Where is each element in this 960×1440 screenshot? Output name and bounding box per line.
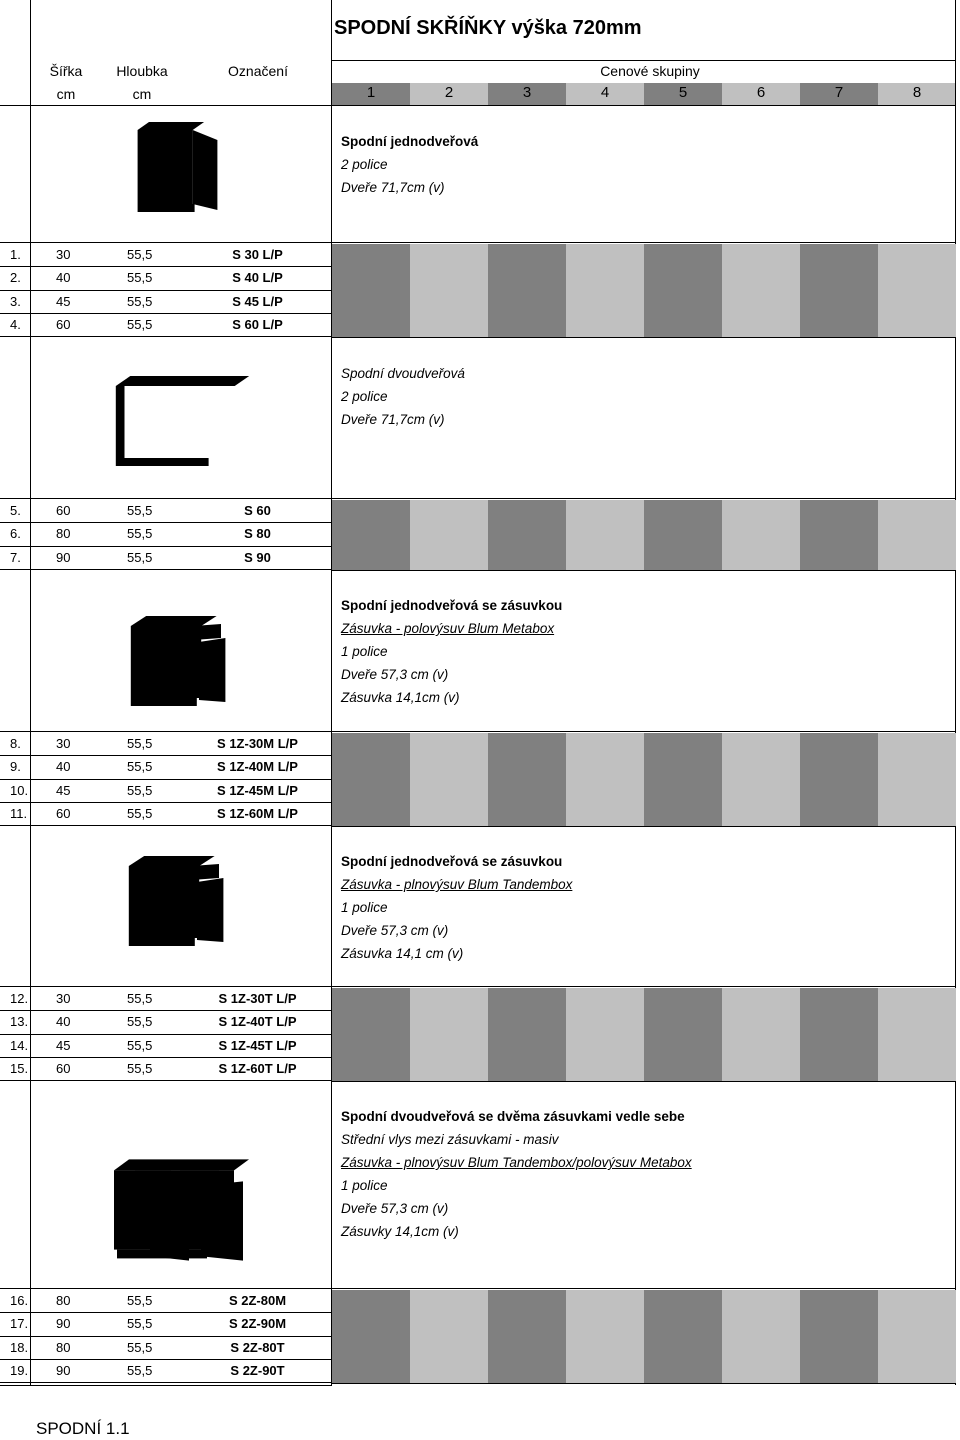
description-line: Zásuvka - plnovýsuv Blum Tandembox/polovýsuv Metabox	[341, 1155, 692, 1170]
price-group-column	[332, 733, 410, 826]
price-group-number: 5	[678, 84, 688, 101]
row-number: 10.	[10, 782, 29, 798]
price-group-column	[644, 1290, 722, 1383]
description-line: 1 police	[341, 900, 388, 915]
price-group-column	[488, 244, 566, 337]
price-group-column	[800, 244, 878, 337]
price-group-column	[722, 244, 800, 337]
row-width: 45	[56, 782, 71, 798]
section-description	[341, 362, 465, 431]
price-group-column	[644, 988, 722, 1081]
price-group-column	[566, 1290, 644, 1383]
row-width: 45	[56, 1037, 71, 1053]
row-width: 90	[56, 1316, 71, 1332]
price-group-column	[722, 500, 800, 570]
description-line: Dveře 71,7cm (v)	[341, 180, 445, 195]
row-number: 2.	[10, 270, 21, 286]
row-number: 14.	[10, 1037, 29, 1053]
table-row-line	[0, 802, 332, 803]
header-depth: Hloubka	[116, 63, 168, 79]
row-depth: 55,5	[127, 805, 153, 821]
section-bottom-line	[331, 337, 956, 338]
description-line: Spodní dvoudveřová se dvěma zásuvkami vedle sebe	[341, 1109, 685, 1124]
row-number: 17.	[10, 1316, 29, 1332]
description-line: 2 police	[341, 389, 388, 404]
row-width: 80	[56, 526, 71, 542]
row-width: 30	[56, 991, 71, 1006]
row-number: 4.	[10, 316, 21, 332]
price-group-column	[644, 244, 722, 337]
row-depth: 55,5	[127, 1316, 153, 1332]
row-code: S 90	[244, 549, 271, 565]
price-group-number: 8	[912, 84, 922, 101]
section-description	[341, 594, 562, 709]
price-group-column	[722, 1290, 800, 1383]
row-number: 8.	[10, 736, 21, 751]
description-line: Spodní jednodveřová se zásuvkou	[341, 854, 563, 869]
row-depth: 55,5	[127, 759, 153, 775]
row-depth: 55,5	[127, 1362, 153, 1378]
table-row-line	[0, 1034, 332, 1035]
row-number: 1.	[10, 247, 21, 262]
header-width-unit: cm	[56, 86, 76, 102]
two-drawer-double-door-cabinet-icon	[105, 1155, 255, 1270]
price-group-column	[800, 733, 878, 826]
row-depth: 55,5	[127, 1339, 153, 1355]
price-group-number: 1	[366, 84, 376, 101]
table-row-line	[0, 266, 332, 267]
price-group-column	[488, 1290, 566, 1383]
price-group-number: 7	[834, 84, 844, 101]
price-group-column	[644, 500, 722, 570]
row-number: 13.	[10, 1014, 29, 1030]
price-group-column	[410, 1290, 488, 1383]
table-bottom-line	[0, 1385, 332, 1386]
row-width: 60	[56, 316, 71, 332]
row-code: S 1Z-45M L/P	[217, 782, 298, 798]
row-depth: 55,5	[127, 549, 153, 565]
table-row-line	[0, 1080, 332, 1081]
row-code: S 60 L/P	[232, 316, 283, 332]
row-code: S 45 L/P	[232, 293, 283, 309]
section-description	[341, 1105, 692, 1243]
price-group-column	[410, 733, 488, 826]
row-number: 12.	[10, 991, 29, 1006]
description-line: Zásuvka 14,1cm (v)	[341, 690, 460, 705]
price-group-column	[878, 1290, 956, 1383]
price-group-column	[878, 733, 956, 826]
row-code: S 60	[244, 503, 271, 518]
price-group-column	[332, 988, 410, 1081]
price-group-number: 3	[522, 84, 532, 101]
description-line: Zásuvka - plnovýsuv Blum Tandembox	[341, 877, 573, 892]
price-group-column	[878, 500, 956, 570]
row-width: 40	[56, 759, 71, 775]
price-group-column	[722, 988, 800, 1081]
row-code: S 30 L/P	[232, 247, 283, 262]
row-depth: 55,5	[127, 270, 153, 286]
table-row-line	[0, 755, 332, 756]
row-width: 30	[56, 247, 71, 262]
row-depth: 55,5	[127, 503, 153, 518]
section-row-separator	[0, 1288, 956, 1289]
table-row-line	[0, 290, 332, 291]
table-row-line	[0, 825, 332, 826]
price-group-column	[332, 1290, 410, 1383]
page-footer: SPODNÍ 1.1	[36, 1419, 130, 1438]
row-width: 90	[56, 1362, 71, 1378]
row-width: 30	[56, 736, 71, 751]
row-code: S 1Z-60T L/P	[218, 1060, 297, 1076]
price-group-column	[410, 988, 488, 1081]
row-width: 40	[56, 270, 71, 286]
row-width: 45	[56, 293, 71, 309]
description-line: Spodní jednodveřová	[341, 134, 479, 149]
header-bottom-line	[0, 105, 956, 106]
drawer-cabinet-icon	[120, 852, 230, 957]
description-line: Zásuvka 14,1 cm (v)	[341, 946, 464, 961]
header-width: Šířka	[49, 63, 83, 79]
description-line: Střední vlys mezi zásuvkami - masiv	[341, 1132, 559, 1147]
row-depth: 55,5	[127, 526, 153, 542]
row-code: S 40 L/P	[232, 270, 283, 286]
row-number: 19.	[10, 1362, 29, 1378]
row-depth: 55,5	[127, 782, 153, 798]
row-number: 18.	[10, 1339, 29, 1355]
description-line: Zásuvka - polovýsuv Blum Metabox	[341, 621, 555, 636]
table-row-line	[0, 569, 332, 570]
price-group-column	[410, 500, 488, 570]
row-depth: 55,5	[127, 1037, 153, 1053]
description-line: Dveře 57,3 cm (v)	[341, 923, 449, 938]
table-row-line	[0, 1336, 332, 1337]
row-width: 80	[56, 1339, 71, 1355]
table-row-line	[0, 1312, 332, 1313]
price-group-column	[644, 733, 722, 826]
description-line: Zásuvky 14,1cm (v)	[341, 1224, 459, 1239]
table-row-line	[0, 1057, 332, 1058]
header-depth-unit: cm	[132, 86, 152, 102]
row-code: S 1Z-40M L/P	[217, 759, 298, 775]
row-number: 7.	[10, 549, 21, 565]
table-row-line	[0, 779, 332, 780]
row-number: 6.	[10, 526, 21, 542]
row-width: 60	[56, 1060, 71, 1076]
row-number: 5.	[10, 503, 21, 518]
row-width: 90	[56, 549, 71, 565]
row-depth: 55,5	[127, 991, 153, 1006]
row-code: S 2Z-80M	[228, 1293, 287, 1308]
price-group-number: 4	[600, 84, 610, 101]
price-group-column	[722, 733, 800, 826]
section-description	[341, 850, 572, 965]
description-line: Dveře 71,7cm (v)	[341, 412, 445, 427]
table-row-line	[0, 1359, 332, 1360]
description-line: 2 police	[341, 157, 388, 172]
header-code: Označení	[228, 63, 288, 79]
table-row-line	[0, 313, 332, 314]
frame-divider	[331, 0, 332, 1385]
row-depth: 55,5	[127, 247, 153, 262]
price-group-column	[410, 244, 488, 337]
price-group-number: 2	[444, 84, 454, 101]
row-code: S 1Z-40T L/P	[218, 1014, 297, 1030]
price-group-column	[332, 244, 410, 337]
description-line: Spodní jednodveřová se zásuvkou	[341, 598, 563, 613]
row-width: 80	[56, 1293, 71, 1308]
row-number: 9.	[10, 759, 21, 775]
row-number: 11.	[10, 805, 28, 821]
section-description	[341, 130, 478, 199]
drawer-cabinet-icon	[122, 612, 232, 717]
table-row-line	[0, 546, 332, 547]
price-group-number: 6	[756, 84, 766, 101]
table-row-line	[0, 522, 332, 523]
row-number: 3.	[10, 293, 21, 309]
double-door-cabinet-icon	[110, 372, 255, 477]
row-width: 40	[56, 1014, 71, 1030]
page-title: SPODNÍ SKŘÍŇKY výška 720mm	[334, 17, 642, 39]
section-bottom-line	[331, 570, 956, 571]
price-group-column	[566, 733, 644, 826]
section-bottom-line	[331, 1081, 956, 1082]
row-code: S 1Z-30T L/P	[218, 991, 297, 1006]
row-code: S 80	[244, 526, 271, 542]
single-door-cabinet-icon	[130, 118, 225, 223]
row-depth: 55,5	[127, 316, 153, 332]
frame-right-border	[955, 0, 956, 1385]
description-line: Spodní dvoudveřová	[341, 366, 465, 381]
frame-left-border	[30, 0, 31, 1385]
section-bottom-line	[331, 826, 956, 827]
row-number: 16.	[10, 1293, 29, 1308]
price-group-column	[800, 500, 878, 570]
row-code: S 2Z-90M	[228, 1316, 287, 1332]
row-depth: 55,5	[127, 1293, 153, 1308]
price-group-column	[566, 500, 644, 570]
row-depth: 55,5	[127, 736, 153, 751]
price-group-column	[800, 1290, 878, 1383]
description-line: Dveře 57,3 cm (v)	[341, 1201, 449, 1216]
price-group-column	[566, 244, 644, 337]
table-row-line	[0, 1382, 332, 1383]
row-code: S 2Z-90T	[230, 1362, 285, 1378]
section-row-separator	[0, 731, 956, 732]
section-bottom-line	[331, 1383, 956, 1384]
row-depth: 55,5	[127, 1060, 153, 1076]
description-line: 1 police	[341, 644, 388, 659]
section-row-separator	[0, 242, 956, 243]
price-group-column	[332, 500, 410, 570]
section-row-separator	[0, 498, 956, 499]
row-number: 15.	[10, 1060, 29, 1076]
price-group-column	[878, 988, 956, 1081]
price-group-column	[800, 988, 878, 1081]
row-depth: 55,5	[127, 1014, 153, 1030]
row-width: 60	[56, 503, 71, 518]
row-code: S 2Z-80T	[230, 1339, 285, 1355]
price-group-column	[488, 988, 566, 1081]
row-code: S 1Z-45T L/P	[218, 1037, 297, 1053]
section-row-separator	[0, 986, 956, 987]
description-line: Dveře 57,3 cm (v)	[341, 667, 449, 682]
table-row-line	[0, 1010, 332, 1011]
row-depth: 55,5	[127, 293, 153, 309]
description-line: 1 police	[341, 1178, 388, 1193]
title-bottom-line	[331, 60, 956, 61]
price-group-column	[566, 988, 644, 1081]
price-group-column	[488, 500, 566, 570]
row-width: 60	[56, 805, 71, 821]
header-price-groups: Cenové skupiny	[600, 63, 700, 79]
price-group-column	[488, 733, 566, 826]
row-code: S 1Z-60M L/P	[217, 805, 298, 821]
table-row-line	[0, 336, 332, 337]
row-code: S 1Z-30M L/P	[217, 736, 298, 751]
price-group-column	[878, 244, 956, 337]
